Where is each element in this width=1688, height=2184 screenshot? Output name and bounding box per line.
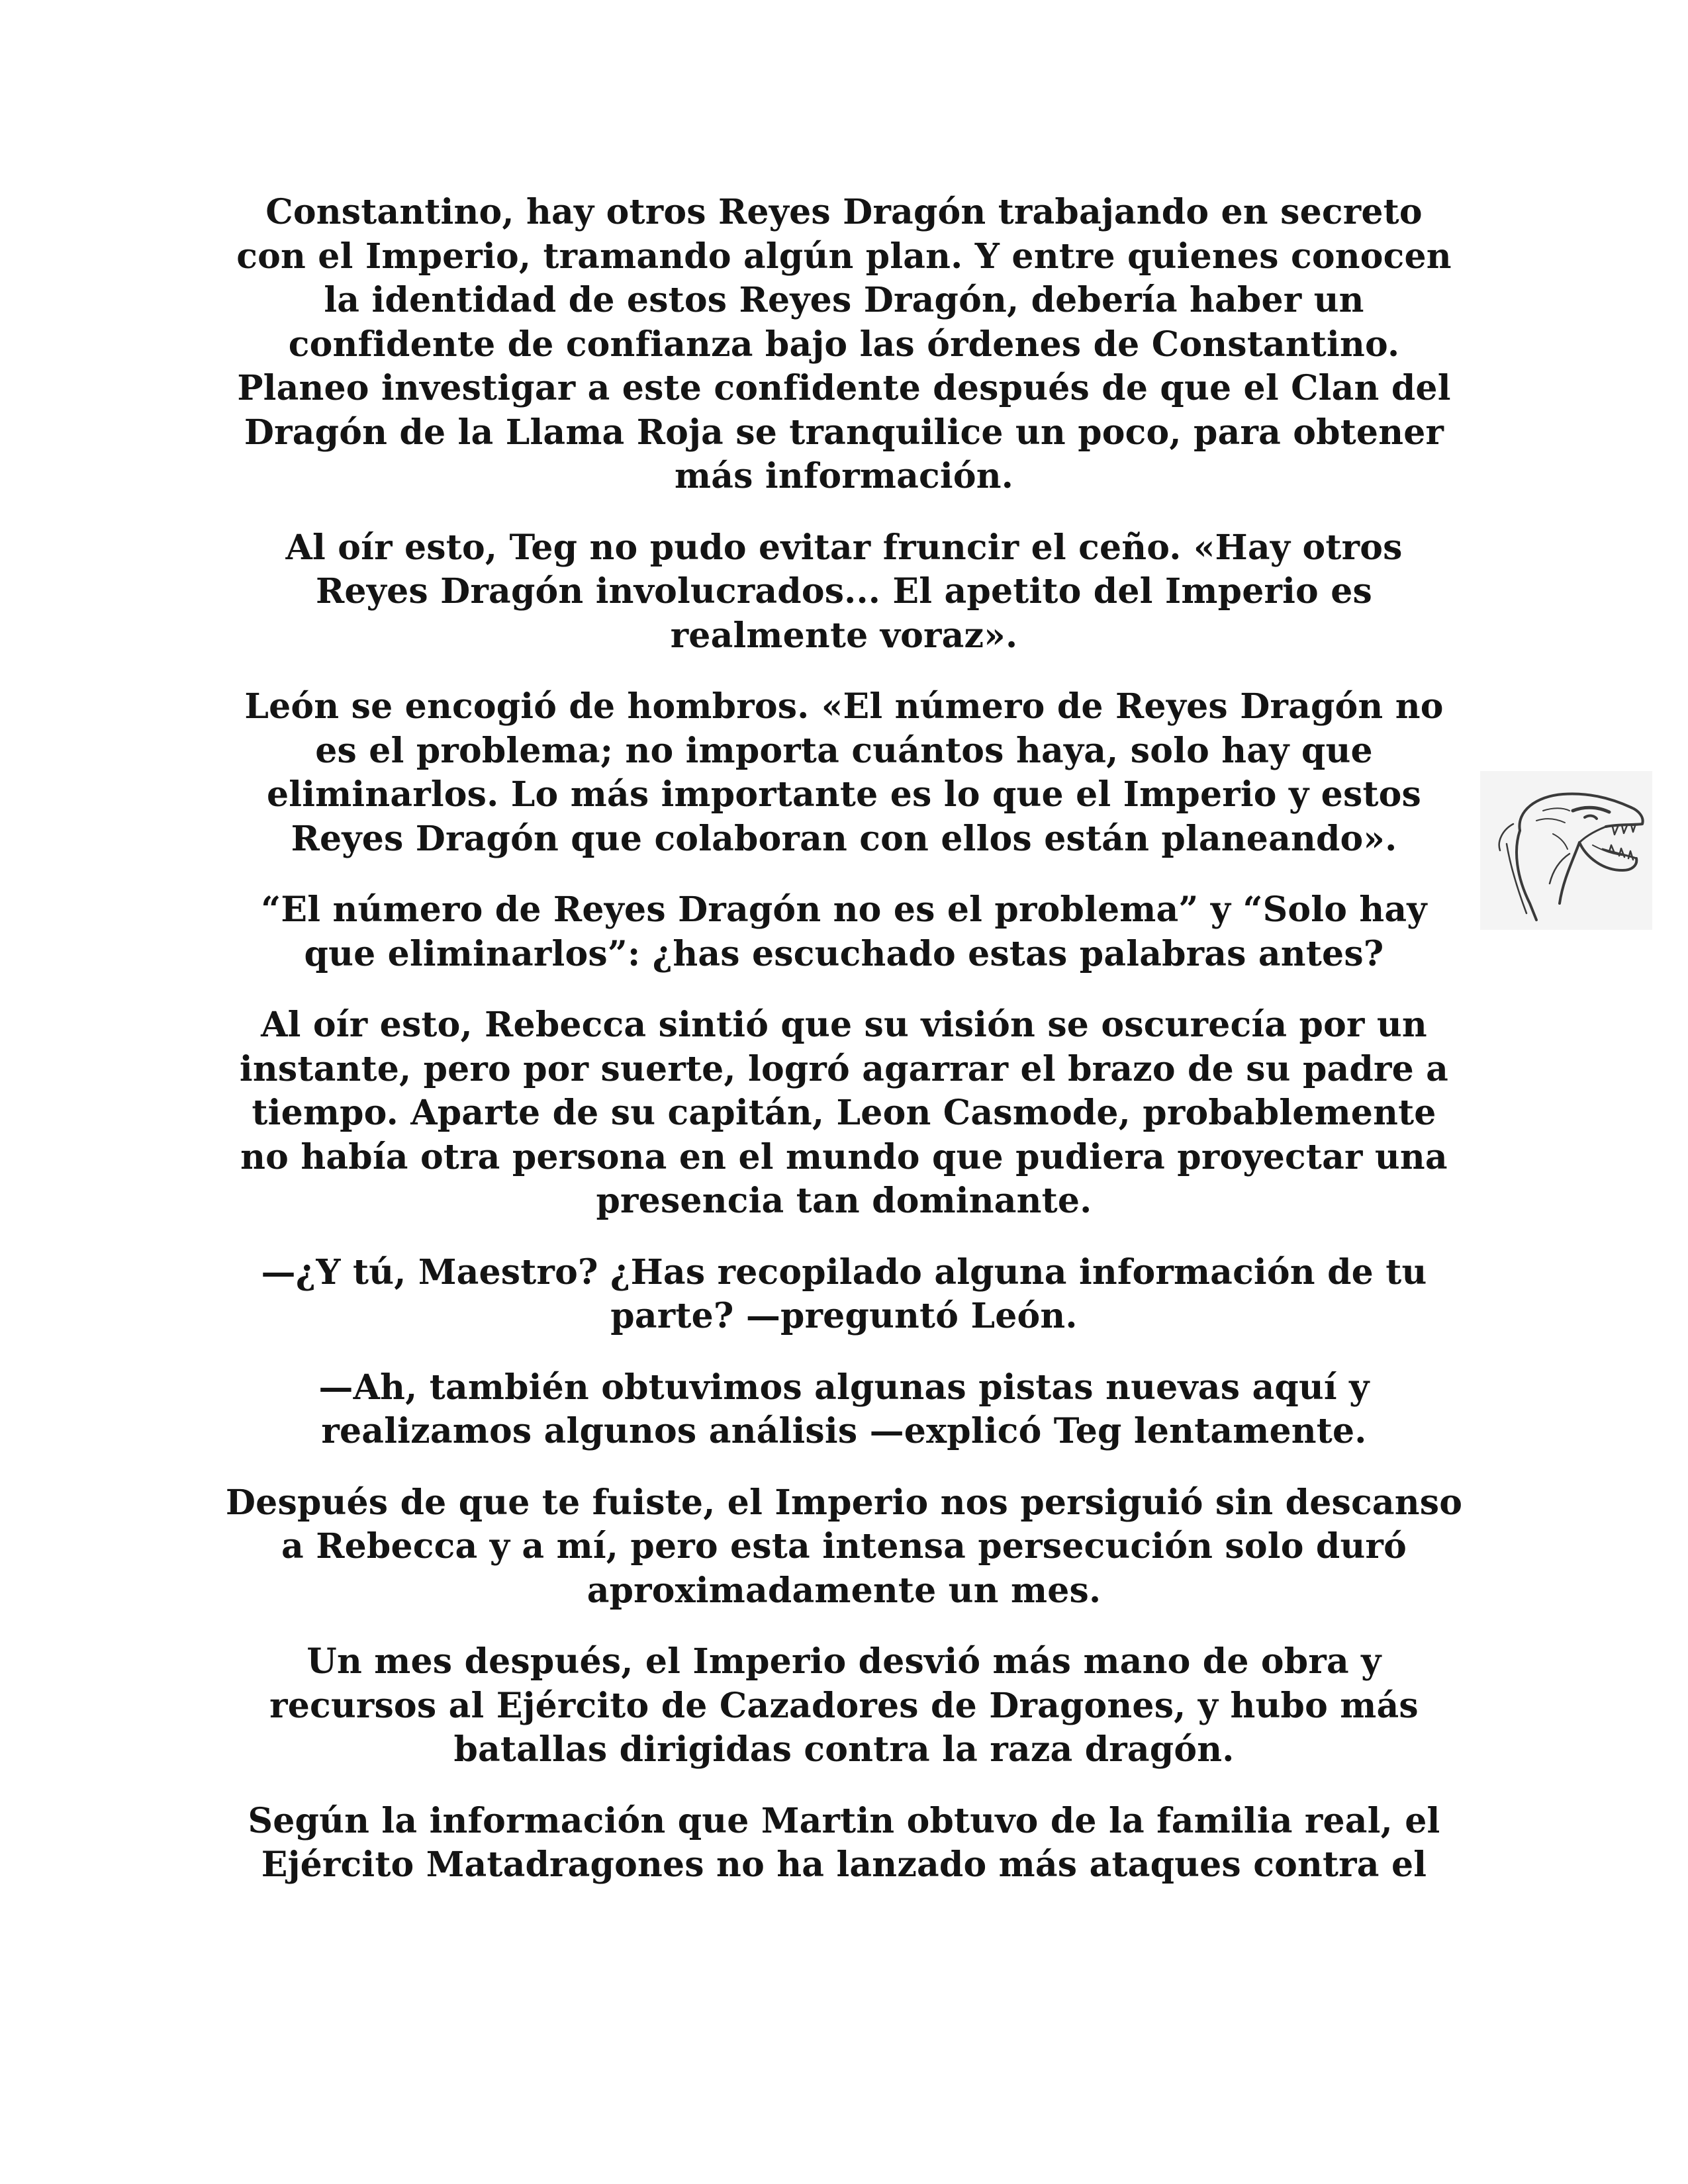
paragraph-10: Según la información que Martin obtuvo de la familia real, el Ejército Matadragones no ha lanzado más ataques contra el: [248, 1800, 1440, 1885]
paragraph-8: Después de que te fuiste, el Imperio nos persiguió sin descanso a Rebecca y a mí, pero esta intensa persecución solo duró aproximadamente un mes.: [225, 1482, 1463, 1611]
paragraph-7: —Ah, también obtuvimos algunas pistas nuevas aquí y realizamos algunos análisis —explicó Teg lentamente.: [318, 1367, 1370, 1451]
paragraph-6: —¿Y tú, Maestro? ¿Has recopilado alguna información de tu parte? —preguntó León.: [261, 1251, 1427, 1336]
paragraph-1: Constantino, hay otros Reyes Dragón trabajando en secreto con el Imperio, tramando algún plan. Y entre quienes conocen la identidad de estos Reyes Dragón, debería haber un confidente de confianza bajo las órdenes de Constantino. Planeo investigar a este confidente después de que el Clan del Dragón de la Llama Roja se tranquilice un poco, para obtener más información.: [236, 192, 1452, 496]
dragon-head-sketch-icon: [1480, 771, 1652, 930]
paragraph-2: Al oír esto, Teg no pudo evitar fruncir el ceño. «Hay otros Reyes Dragón involucrados... El apetito del Imperio es realmente voraz».: [285, 527, 1403, 656]
paragraph-5: Al oír esto, Rebecca sintió que su visión se oscurecía por un instante, pero por suerte, logró agarrar el brazo de su padre a tiempo. Aparte de su capitán, Leon Casmode, probablemente no había otra persona en el mundo que pudiera proyectar una presencia tan dominante.: [239, 1005, 1449, 1221]
document-body: [225, 191, 1463, 1888]
paragraph-3: León se encogió de hombros. «El número de Reyes Dragón no es el problema; no importa cuántos haya, solo hay que eliminarlos. Lo más importante es lo que el Imperio y estos Reyes Dragón que colaboran con ellos están planeando».: [244, 686, 1444, 859]
paragraph-9: Un mes después, el Imperio desvió más mano de obra y recursos al Ejército de Cazadores de Dragones, y hubo más batallas dirigidas contra la raza dragón.: [269, 1641, 1419, 1770]
paragraph-4: “El número de Reyes Dragón no es el problema” y “Solo hay que eliminarlos”: ¿has escuchado estas palabras antes?: [261, 889, 1427, 974]
